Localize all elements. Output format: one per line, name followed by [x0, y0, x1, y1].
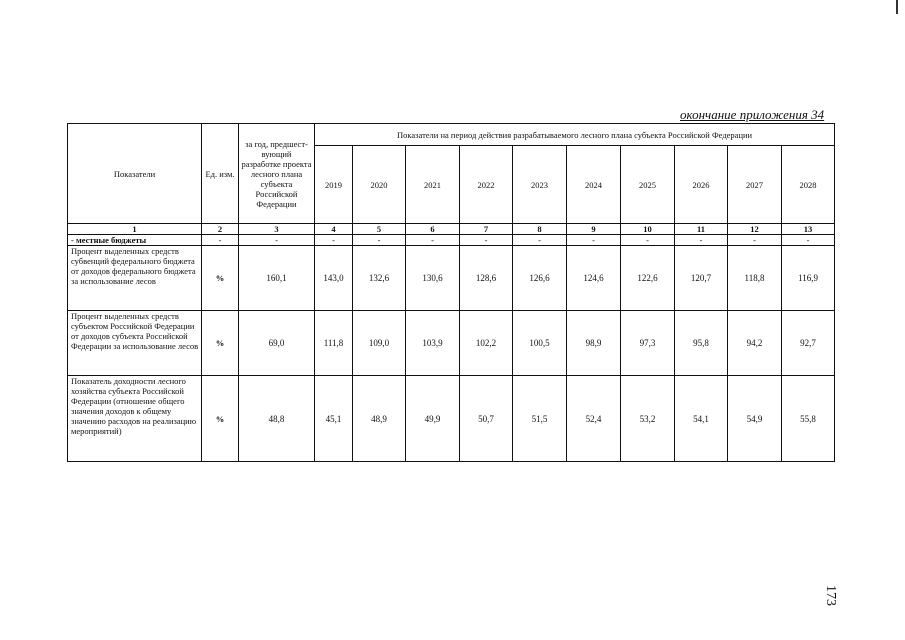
column-number: 9	[567, 224, 621, 235]
header-year: 2028	[782, 146, 835, 224]
row-value: 51,5	[513, 376, 567, 462]
table-row	[68, 376, 835, 462]
indicators-table	[67, 123, 835, 462]
column-number-row	[68, 224, 835, 235]
row-value: 54,1	[675, 376, 728, 462]
row-value: 54,9	[728, 376, 782, 462]
row-value: 111,8	[315, 311, 353, 376]
row-value: 130,6	[406, 246, 460, 311]
header-year: 2019	[315, 146, 353, 224]
row-value: 45,1	[315, 376, 353, 462]
header-year: 2026	[675, 146, 728, 224]
column-number: 10	[621, 224, 675, 235]
row-value: -	[621, 235, 675, 246]
row-label: Процент выделенных средств субъектом Российской Федерации от доходов субъекта Российской Федерации за использование лесов	[68, 311, 202, 376]
row-unit: %	[202, 376, 239, 462]
table-row	[68, 235, 835, 246]
row-unit: -	[202, 235, 239, 246]
row-value: 143,0	[315, 246, 353, 311]
column-number: 6	[406, 224, 460, 235]
column-number: 8	[513, 224, 567, 235]
column-number: 3	[239, 224, 315, 235]
header-year: 2025	[621, 146, 675, 224]
row-label: Показатель доходности лесного хозяйства субъекта Российской Федерации (отношение общего значения доходов к общему значению расходов на реализацию мероприятий)	[68, 376, 202, 462]
row-value: 109,0	[353, 311, 406, 376]
row-value: 50,7	[460, 376, 513, 462]
row-value: 92,7	[782, 311, 835, 376]
row-value: 126,6	[513, 246, 567, 311]
row-value: -	[567, 235, 621, 246]
row-value: 53,2	[621, 376, 675, 462]
row-value: -	[782, 235, 835, 246]
column-number: 1	[68, 224, 202, 235]
header-year: 2023	[513, 146, 567, 224]
column-number: 13	[782, 224, 835, 235]
row-value: 103,9	[406, 311, 460, 376]
column-number: 7	[460, 224, 513, 235]
row-value: 122,6	[621, 246, 675, 311]
column-number: 2	[202, 224, 239, 235]
row-value: -	[406, 235, 460, 246]
row-unit: %	[202, 311, 239, 376]
header-year: 2024	[567, 146, 621, 224]
header-year: 2020	[353, 146, 406, 224]
header-unit: Ед. изм.	[202, 124, 239, 224]
row-value: 100,5	[513, 311, 567, 376]
row-value: 97,3	[621, 311, 675, 376]
row-value: 98,9	[567, 311, 621, 376]
row-value: -	[728, 235, 782, 246]
row-value: 95,8	[675, 311, 728, 376]
row-value: 124,6	[567, 246, 621, 311]
row-value: 128,6	[460, 246, 513, 311]
row-value: 49,9	[406, 376, 460, 462]
row-base-value: 48,8	[239, 376, 315, 462]
row-value: 102,2	[460, 311, 513, 376]
row-value: 55,8	[782, 376, 835, 462]
row-base-value: -	[239, 235, 315, 246]
row-value: -	[315, 235, 353, 246]
column-number: 12	[728, 224, 782, 235]
header-period-group: Показатели на период действия разрабатываемого лесного плана субъекта Российской Федерации	[315, 124, 835, 146]
row-value: -	[460, 235, 513, 246]
header-year: 2022	[460, 146, 513, 224]
row-base-value: 69,0	[239, 311, 315, 376]
page-number: 173	[823, 585, 838, 606]
row-value: 52,4	[567, 376, 621, 462]
row-value: 48,9	[353, 376, 406, 462]
row-value: 132,6	[353, 246, 406, 311]
row-label: Процент выделенных средств субвенций федерального бюджета от доходов федерального бюджета за использование лесов	[68, 246, 202, 311]
row-value: -	[513, 235, 567, 246]
header-indicators: Показатели	[68, 124, 202, 224]
header-year: 2021	[406, 146, 460, 224]
row-label: - местные бюджеты	[68, 235, 202, 246]
row-value: 116,9	[782, 246, 835, 311]
page-edge-mark	[896, 0, 898, 14]
row-value: 118,8	[728, 246, 782, 311]
row-value: -	[675, 235, 728, 246]
table-row	[68, 311, 835, 376]
column-number: 5	[353, 224, 406, 235]
row-unit: %	[202, 246, 239, 311]
header-base-year: за год, предшест-вующий разработке проекта лесного плана субъекта Российской Федерации	[239, 124, 315, 224]
row-value: -	[353, 235, 406, 246]
row-value: 94,2	[728, 311, 782, 376]
column-number: 11	[675, 224, 728, 235]
table-row	[68, 246, 835, 311]
header-year: 2027	[728, 146, 782, 224]
row-value: 120,7	[675, 246, 728, 311]
row-base-value: 160,1	[239, 246, 315, 311]
appendix-caption: окончание приложения 34	[680, 107, 825, 122]
column-number: 4	[315, 224, 353, 235]
